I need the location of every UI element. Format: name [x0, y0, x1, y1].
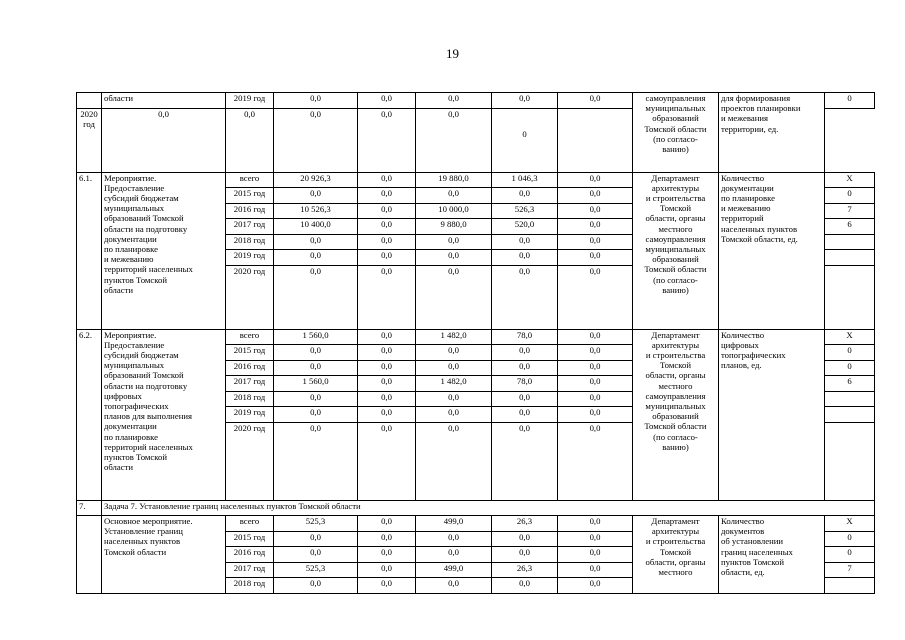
- amount-cell: 78,0: [492, 376, 558, 392]
- indicator-value: [825, 250, 875, 266]
- amount-cell: 0,0: [358, 93, 416, 109]
- indicator-value: [825, 234, 875, 250]
- amount-cell: 9 880,0: [416, 219, 492, 235]
- year-cell: 2019 год: [226, 93, 274, 109]
- amount-cell: 0,0: [492, 93, 558, 109]
- amount-cell: 0,0: [358, 391, 416, 407]
- indicator-value: 0: [825, 188, 875, 204]
- amount-cell: 0,0: [274, 250, 358, 266]
- amount-cell: 0,0: [358, 265, 416, 329]
- task-row: [77, 500, 875, 516]
- amount-cell: 0,0: [358, 531, 416, 547]
- executor-cell: Департамент архитектуры и строительства Томской области, органы местного: [633, 516, 719, 594]
- amount-cell: 0,0: [558, 93, 633, 109]
- row-number: 7.: [77, 500, 102, 516]
- indicator-value: 0: [825, 360, 875, 376]
- amount-cell: 0,0: [558, 265, 633, 329]
- amount-cell: 0,0: [274, 188, 358, 204]
- amount-cell: 10 400,0: [274, 219, 358, 235]
- amount-cell: 0,0: [416, 250, 492, 266]
- amount-cell: 0,0: [416, 547, 492, 563]
- amount-cell: 525,3: [274, 516, 358, 532]
- indicator-cell: Количество документов об установлении границ населенных пунктов Томской области, ед.: [719, 516, 825, 594]
- amount-cell: 26,3: [492, 562, 558, 578]
- indicator-value: 0: [825, 531, 875, 547]
- amount-cell: 0,0: [416, 234, 492, 250]
- amount-cell: 0,0: [358, 578, 416, 594]
- amount-cell: 0,0: [416, 265, 492, 329]
- indicator-cell: Количество документации по планировке и межеванию территорий населенных пунктов Томской области, ед.: [719, 172, 825, 329]
- year-cell: всего: [226, 516, 274, 532]
- executor-cell: самоуправления муниципальных образований Томской области (по согласо- ванию): [633, 93, 719, 173]
- amount-cell: 525,3: [274, 562, 358, 578]
- amount-cell: 0,0: [358, 376, 416, 392]
- year-cell: всего: [226, 172, 274, 188]
- year-cell: 2017 год: [226, 219, 274, 235]
- amount-cell: 1 046,3: [492, 172, 558, 188]
- amount-cell: 0,0: [558, 562, 633, 578]
- amount-cell: 0,0: [558, 250, 633, 266]
- year-cell: 2020 год: [226, 422, 274, 500]
- executor-cell: Департамент архитектуры и строительства Томской области, органы местного самоуправления муниципальных образований Томской области (по согласо- ванию): [633, 172, 719, 329]
- amount-cell: 0,0: [274, 93, 358, 109]
- amount-cell: 0,0: [492, 234, 558, 250]
- amount-cell: 0,0: [416, 188, 492, 204]
- indicator-value: 0: [825, 93, 875, 109]
- amount-cell: 78,0: [492, 329, 558, 345]
- amount-cell: 1 560,0: [274, 376, 358, 392]
- amount-cell: 0,0: [492, 407, 558, 423]
- amount-cell: 0,0: [358, 219, 416, 235]
- program-table: [76, 92, 875, 594]
- indicator-value: [825, 265, 875, 329]
- indicator-value: [825, 578, 875, 594]
- amount-cell: 0,0: [492, 360, 558, 376]
- amount-cell: 0,0: [492, 265, 558, 329]
- amount-cell: 0,0: [492, 250, 558, 266]
- amount-cell: 0,0: [492, 547, 558, 563]
- year-cell: 2018 год: [226, 578, 274, 594]
- amount-cell: 0,0: [558, 376, 633, 392]
- indicator-value: 0: [492, 108, 558, 172]
- row-number: 6.2.: [77, 329, 102, 500]
- year-cell: 2018 год: [226, 391, 274, 407]
- year-cell: 2018 год: [226, 234, 274, 250]
- amount-cell: 0,0: [358, 188, 416, 204]
- amount-cell: 0,0: [416, 422, 492, 500]
- amount-cell: 0,0: [274, 234, 358, 250]
- amount-cell: 0,0: [274, 407, 358, 423]
- amount-cell: 0,0: [558, 203, 633, 219]
- amount-cell: 0,0: [416, 345, 492, 361]
- indicator-value: 0: [825, 547, 875, 563]
- amount-cell: 0,0: [558, 345, 633, 361]
- amount-cell: 0,0: [558, 531, 633, 547]
- activity-name: Мероприятие. Предоставление субсидий бюджетам муниципальных образований Томской области на подготовку цифровых топографических планов для выполнения документации по планировке территорий населенных пунктов Томской области: [102, 329, 226, 500]
- indicator-value: 6: [825, 376, 875, 392]
- amount-cell: 0,0: [358, 360, 416, 376]
- amount-cell: 0,0: [492, 188, 558, 204]
- amount-cell: 20 926,3: [274, 172, 358, 188]
- amount-cell: 0,0: [558, 407, 633, 423]
- year-cell: 2016 год: [226, 547, 274, 563]
- indicator-value: [825, 422, 875, 500]
- amount-cell: 0,0: [358, 172, 416, 188]
- amount-cell: 0,0: [358, 547, 416, 563]
- indicator-value: [825, 407, 875, 423]
- amount-cell: 0,0: [358, 562, 416, 578]
- year-cell: 2015 год: [226, 345, 274, 361]
- year-cell: 2017 год: [226, 562, 274, 578]
- amount-cell: 0,0: [358, 329, 416, 345]
- amount-cell: 0,0: [558, 422, 633, 500]
- amount-cell: 0,0: [358, 422, 416, 500]
- amount-cell: 0,0: [492, 531, 558, 547]
- amount-cell: 0,0: [358, 407, 416, 423]
- amount-cell: 0,0: [416, 108, 492, 172]
- year-cell: 2015 год: [226, 531, 274, 547]
- amount-cell: 0,0: [558, 329, 633, 345]
- amount-cell: 0,0: [358, 516, 416, 532]
- amount-cell: 10 000,0: [416, 203, 492, 219]
- indicator-cell: для формирования проектов планировки и межевания территории, ед.: [719, 93, 825, 173]
- table-row: [77, 93, 875, 109]
- amount-cell: 499,0: [416, 562, 492, 578]
- amount-cell: 526,3: [492, 203, 558, 219]
- year-cell: всего: [226, 329, 274, 345]
- amount-cell: 0,0: [558, 234, 633, 250]
- page-number: 19: [446, 46, 459, 61]
- amount-cell: 1 482,0: [416, 329, 492, 345]
- amount-cell: 499,0: [416, 516, 492, 532]
- amount-cell: 0,0: [492, 578, 558, 594]
- amount-cell: 0,0: [358, 108, 416, 172]
- executor-cell: Департамент архитектуры и строительства Томской области, органы местного самоуправления муниципальных образований Томской области (по согласо- ванию): [633, 329, 719, 500]
- indicator-value: 7: [825, 562, 875, 578]
- amount-cell: 0,0: [416, 360, 492, 376]
- amount-cell: 0,0: [558, 547, 633, 563]
- indicator-value: Х: [825, 329, 875, 345]
- amount-cell: 0,0: [358, 345, 416, 361]
- amount-cell: 0,0: [358, 203, 416, 219]
- indicator-cell: Количество цифровых топографических планов, ед.: [719, 329, 825, 500]
- amount-cell: 1 560,0: [274, 329, 358, 345]
- activity-name: области: [102, 93, 226, 109]
- indicator-value: [825, 391, 875, 407]
- amount-cell: 0,0: [558, 188, 633, 204]
- amount-cell: 0,0: [274, 360, 358, 376]
- amount-cell: 0,0: [416, 407, 492, 423]
- indicator-value: Х: [825, 516, 875, 532]
- indicator-value: Х: [825, 172, 875, 188]
- year-cell: 2016 год: [226, 360, 274, 376]
- year-cell: 2020 год: [77, 108, 102, 172]
- amount-cell: 1 482,0: [416, 376, 492, 392]
- amount-cell: 0,0: [274, 265, 358, 329]
- amount-cell: 0,0: [492, 345, 558, 361]
- amount-cell: 0,0: [558, 172, 633, 188]
- row-number: 6.1.: [77, 172, 102, 329]
- indicator-value: 6: [825, 219, 875, 235]
- row-number: [77, 516, 102, 594]
- year-cell: 2020 год: [226, 265, 274, 329]
- amount-cell: 0,0: [558, 360, 633, 376]
- amount-cell: 0,0: [274, 531, 358, 547]
- activity-name: Основное мероприятие. Установление границ населенных пунктов Томской области: [102, 516, 226, 594]
- amount-cell: 0,0: [274, 547, 358, 563]
- row-number: [77, 93, 102, 109]
- table-row: [77, 172, 875, 188]
- amount-cell: 0,0: [416, 391, 492, 407]
- year-cell: 2019 год: [226, 250, 274, 266]
- activity-name: Мероприятие. Предоставление субсидий бюджетам муниципальных образований Томской области на подготовку документации по планировке и межеванию территорий населенных пунктов Томской области: [102, 172, 226, 329]
- amount-cell: 0,0: [226, 108, 274, 172]
- amount-cell: 26,3: [492, 516, 558, 532]
- amount-cell: 520,0: [492, 219, 558, 235]
- amount-cell: 0,0: [274, 345, 358, 361]
- amount-cell: 0,0: [274, 391, 358, 407]
- amount-cell: 0,0: [274, 108, 358, 172]
- year-cell: 2015 год: [226, 188, 274, 204]
- amount-cell: 0,0: [416, 93, 492, 109]
- amount-cell: 0,0: [274, 422, 358, 500]
- amount-cell: 0,0: [416, 531, 492, 547]
- amount-cell: 19 880,0: [416, 172, 492, 188]
- amount-cell: 0,0: [416, 578, 492, 594]
- amount-cell: 0,0: [558, 516, 633, 532]
- year-cell: 2017 год: [226, 376, 274, 392]
- amount-cell: 0,0: [558, 219, 633, 235]
- amount-cell: 0,0: [358, 234, 416, 250]
- task-title: Задача 7. Установление границ населенных пунктов Томской области: [102, 500, 875, 516]
- amount-cell: 0,0: [358, 250, 416, 266]
- amount-cell: 0,0: [102, 108, 226, 172]
- indicator-value: 0: [825, 345, 875, 361]
- amount-cell: 0,0: [558, 578, 633, 594]
- amount-cell: 0,0: [492, 391, 558, 407]
- table-row: [77, 329, 875, 345]
- amount-cell: 0,0: [492, 422, 558, 500]
- amount-cell: 0,0: [274, 578, 358, 594]
- amount-cell: 0,0: [558, 391, 633, 407]
- year-cell: 2019 год: [226, 407, 274, 423]
- indicator-value: 7: [825, 203, 875, 219]
- table-row: [77, 516, 875, 532]
- year-cell: 2016 год: [226, 203, 274, 219]
- amount-cell: 10 526,3: [274, 203, 358, 219]
